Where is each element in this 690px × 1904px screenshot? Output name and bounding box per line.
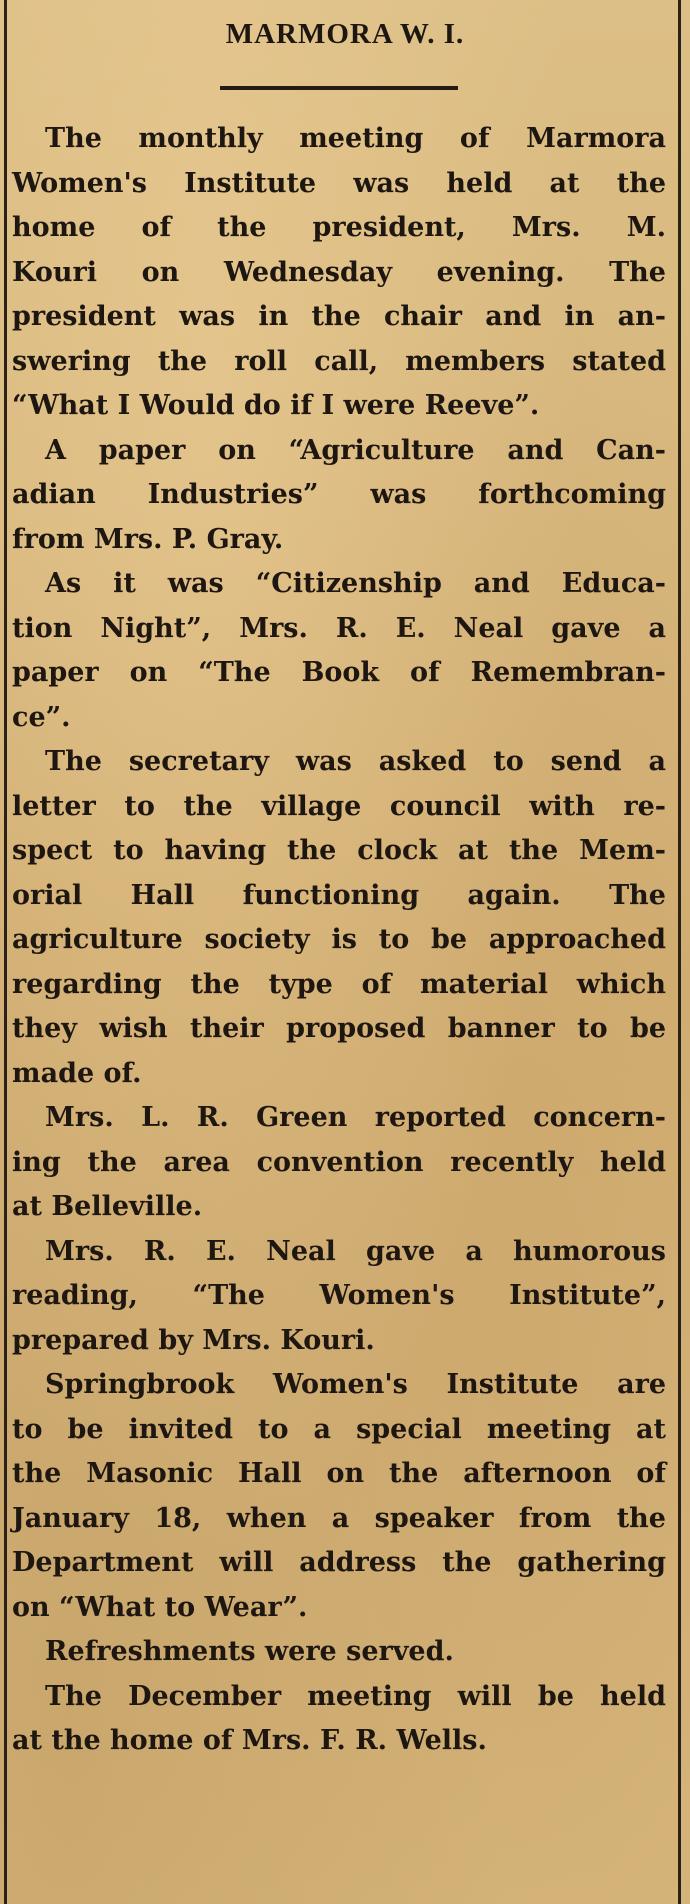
text-line: Women's Institute was held at the	[12, 167, 666, 199]
text-line: at Belleville.	[12, 1191, 203, 1222]
text-line: The secretary was asked to send a	[45, 746, 666, 777]
text-line: A paper on “Agriculture and Can-	[45, 434, 666, 466]
text-line: to be invited to a special meeting at	[12, 1413, 666, 1445]
right-column-border	[678, 0, 681, 1904]
text-line: spect to having the clock at the Mem-	[12, 835, 666, 866]
text-line: prepared by Mrs. Kouri.	[12, 1324, 375, 1356]
text-line: Refreshments were served.	[45, 1636, 454, 1667]
text-line: Kouri on Wednesday evening. The	[12, 256, 666, 288]
text-line: Mrs. R. E. Neal gave a humorous	[45, 1235, 666, 1267]
text-line: they wish their proposed banner to be	[12, 1013, 666, 1044]
paragraph-humorous-reading	[12, 1230, 666, 1364]
paragraph-area-convention	[12, 1096, 666, 1230]
text-line: “What I Would do if I were Reeve”.	[12, 390, 540, 421]
text-line: home of the president, Mrs. M.	[12, 212, 666, 243]
article-body	[12, 117, 666, 1764]
text-line: on “What to Wear”.	[12, 1591, 308, 1623]
text-line: Mrs. L. R. Green reported concern-	[45, 1102, 666, 1133]
paragraph-december-meeting	[12, 1675, 666, 1764]
text-line: letter to the village council with re-	[12, 790, 666, 822]
paragraph-agriculture-paper	[12, 429, 666, 563]
text-line: ing the area convention recently held	[12, 1146, 666, 1178]
paragraph-citizenship-night	[12, 562, 666, 740]
text-line: adian Industries” was forthcoming	[12, 479, 666, 510]
text-line: orial Hall functioning again. The	[12, 879, 666, 911]
text-line: president was in the chair and in an-	[12, 301, 666, 332]
text-line: January 18, when a speaker from the	[12, 1502, 666, 1534]
paragraph-refreshments	[12, 1630, 666, 1675]
left-column-border	[4, 0, 7, 1904]
text-line: made of.	[12, 1057, 142, 1089]
text-line: ce”.	[12, 701, 71, 733]
text-line: swering the roll call, members stated	[12, 345, 666, 377]
text-line: As it was “Citizenship and Educa-	[45, 568, 666, 599]
text-line: paper on “The Book of Remembran-	[12, 657, 666, 688]
headline-rule	[220, 86, 458, 90]
text-line: regarding the type of material which	[12, 968, 666, 1000]
text-line: at the home of Mrs. F. R. Wells.	[12, 1725, 487, 1756]
text-line: the Masonic Hall on the afternoon of	[12, 1458, 666, 1489]
text-line: tion Night”, Mrs. R. E. Neal gave a	[12, 612, 666, 644]
text-line: from Mrs. P. Gray.	[12, 523, 284, 555]
article-headline: MARMORA W. I.	[225, 18, 465, 50]
text-line: The December meeting will be held	[45, 1680, 666, 1712]
text-line: agriculture society is to be approached	[12, 924, 666, 955]
text-line: reading, “The Women's Institute”,	[12, 1280, 666, 1311]
paragraph-meeting-intro	[12, 117, 666, 429]
paragraph-secretary-letter	[12, 740, 666, 1096]
text-line: Springbrook Women's Institute are	[45, 1369, 666, 1400]
paragraph-springbrook-invitation	[12, 1363, 666, 1630]
text-line: The monthly meeting of Marmora	[45, 123, 666, 154]
text-line: Department will address the gathering	[12, 1547, 666, 1578]
